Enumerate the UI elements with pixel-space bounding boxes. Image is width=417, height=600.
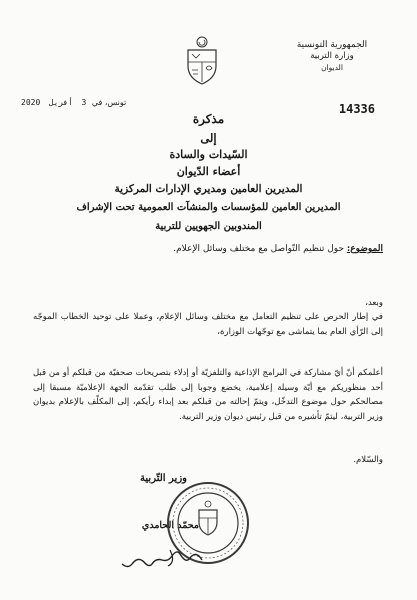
addressee-public-establishments: المديرين العامين للمؤسسات والمنشآت العمومية تحت الإشراف bbox=[76, 202, 341, 213]
addressee-regional-delegates: المندوبين الجهويين للتربية bbox=[155, 221, 262, 232]
addressee-to: إلى bbox=[200, 131, 217, 145]
reference-number: 14336 bbox=[338, 102, 375, 116]
letterhead-cabinet: الديوان bbox=[321, 63, 343, 72]
signature-icon bbox=[110, 542, 210, 572]
letterhead-ministry: وزارة التربية bbox=[310, 51, 354, 61]
dateline-month: أفريل bbox=[48, 98, 73, 107]
body-closing: والسّلام. bbox=[353, 455, 383, 465]
subject-line bbox=[23, 244, 383, 254]
letterhead-republic: الجمهورية التونسية bbox=[296, 40, 368, 50]
body-greeting: وبعد، bbox=[365, 298, 383, 308]
subject-text: حول تنظيم التّواصل مع مختلف وسائل الإعلام. bbox=[173, 244, 345, 254]
dateline-day: 3 bbox=[81, 98, 87, 107]
addressee-ladies-gentlemen: السّيدات والسادة bbox=[169, 148, 248, 161]
subject-label: الموضوع: bbox=[346, 244, 383, 254]
letterhead bbox=[287, 40, 377, 73]
coat-of-arms-icon bbox=[180, 34, 224, 86]
dateline bbox=[18, 98, 126, 107]
addressee-cabinet-members: أعضاء الدّيوان bbox=[176, 165, 241, 178]
addressee-central-directors: المديرين العامين ومديري الإدارات المركزية bbox=[114, 183, 303, 195]
body-paragraph-2: أعلمكم أنّ أيّ مشاركة في البرامج الإذاعية والتلفزيّة أو إدلاء بتصريحات صحفيّة من قبلكم أو من قبل أحد منظوريكم مع أيّة وسيلة إعلامية، يخضع وجوبا إلى طلب تقدّمه الجهة الإعلاميّة مسبقا إلى مصالحكم حول موضوع التدخّل، ويتمّ إحالته من قبلكم بعد إبداء رأيكم، إلى المكلّف بالإعلام بديوان وزير التربية، ليتمّ تأشيره من قبل رئيس ديوان وزير التربية. bbox=[33, 368, 383, 422]
signer-name: محمّد الحامدي bbox=[141, 520, 199, 531]
document-title: مذكرة bbox=[192, 112, 225, 126]
body-paragraph-1: في إطار الحرص على تنظيم التعامل مع مختلف وسائل الإعلام، وعملا على توحيد الخطاب الموجّه إلى الرّأي العام بما يتماشى مع توجّهات الوزارة، bbox=[33, 312, 383, 337]
signer-title: وزير التّربية bbox=[140, 473, 187, 484]
dateline-year: 2020 bbox=[21, 98, 41, 107]
dateline-place: تونس، في bbox=[91, 98, 127, 107]
